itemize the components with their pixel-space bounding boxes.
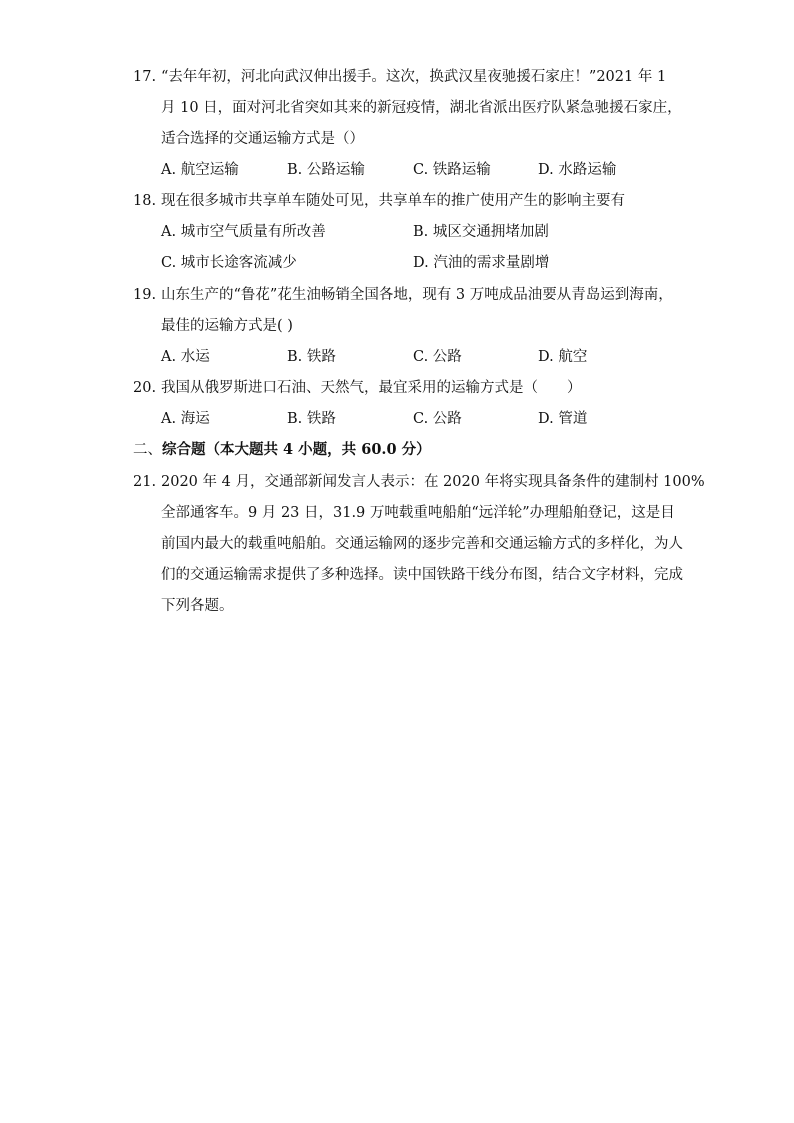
- question-text-line: 月 10 日，面对河北省突如其来的新冠疫情，湖北省派出医疗队紧急驰援石家庄，: [161, 100, 682, 116]
- section-prefix: 二、: [133, 442, 162, 458]
- option-d: D. 水路运输: [538, 162, 617, 178]
- option-d: D. 汽油的需求量剧增: [413, 255, 550, 271]
- option-b: B. 公路运输: [287, 162, 365, 178]
- section-title: 综合题（本大题共 4 小题，共 60.0 分）: [162, 441, 431, 458]
- option-a: A. 水运: [161, 349, 210, 365]
- option-a: A. 海运: [161, 411, 210, 427]
- question-text-line: 适合选择的交通运输方式是（）: [161, 131, 364, 147]
- option-b: B. 城区交通拥堵加剧: [413, 224, 549, 240]
- option-c: C. 城市长途客流减少: [161, 255, 297, 271]
- option-c: C. 公路: [413, 349, 462, 365]
- question-number: 21.: [133, 474, 157, 490]
- question-text-line: 我国从俄罗斯进口石油、天然气，最宜采用的运输方式是（ ）: [161, 380, 582, 396]
- question-text-line: 最佳的运输方式是( ): [161, 318, 293, 334]
- option-d: D. 管道: [538, 411, 588, 427]
- question-text-line: 们的交通运输需求提供了多种选择。读中国铁路干线分布图，结合文字材料，完成: [161, 567, 683, 583]
- option-a: A. 航空运输: [161, 162, 239, 178]
- option-c: C. 公路: [413, 411, 462, 427]
- question-number: 17.: [133, 69, 157, 85]
- option-b: B. 铁路: [287, 349, 336, 365]
- question-text-line: 前国内最大的载重吨船舶。交通运输网的逐步完善和交通运输方式的多样化，为人: [161, 536, 683, 552]
- question-text-line: 现在很多城市共享单车随处可见，共享单车的推广使用产生的影响主要有: [161, 193, 625, 209]
- question-text-line: “去年年初，河北向武汉伸出援手。这次，换武汉星夜驰援石家庄！”2021 年 1: [161, 69, 667, 85]
- question-text-line: 2020 年 4 月，交通部新闻发言人表示：在 2020 年将实现具备条件的建制村 100%: [161, 474, 705, 490]
- question-number: 19.: [133, 287, 157, 303]
- question-text-line: 全部通客车。9 月 23 日，31.9 万吨载重吨船舶“远洋轮”办理船舶登记，这是目: [161, 505, 675, 521]
- option-d: D. 航空: [538, 349, 588, 365]
- option-a: A. 城市空气质量有所改善: [161, 224, 326, 240]
- option-c: C. 铁路运输: [413, 162, 491, 178]
- question-number: 18.: [133, 193, 157, 209]
- section-heading: [133, 440, 431, 460]
- question-number: 20.: [133, 380, 157, 396]
- question-text-line: 山东生产的“鲁花”花生油畅销全国各地，现有 3 万吨成品油要从青岛运到海南，: [161, 287, 673, 303]
- question-text-line: 下列各题。: [161, 598, 234, 614]
- option-b: B. 铁路: [287, 411, 336, 427]
